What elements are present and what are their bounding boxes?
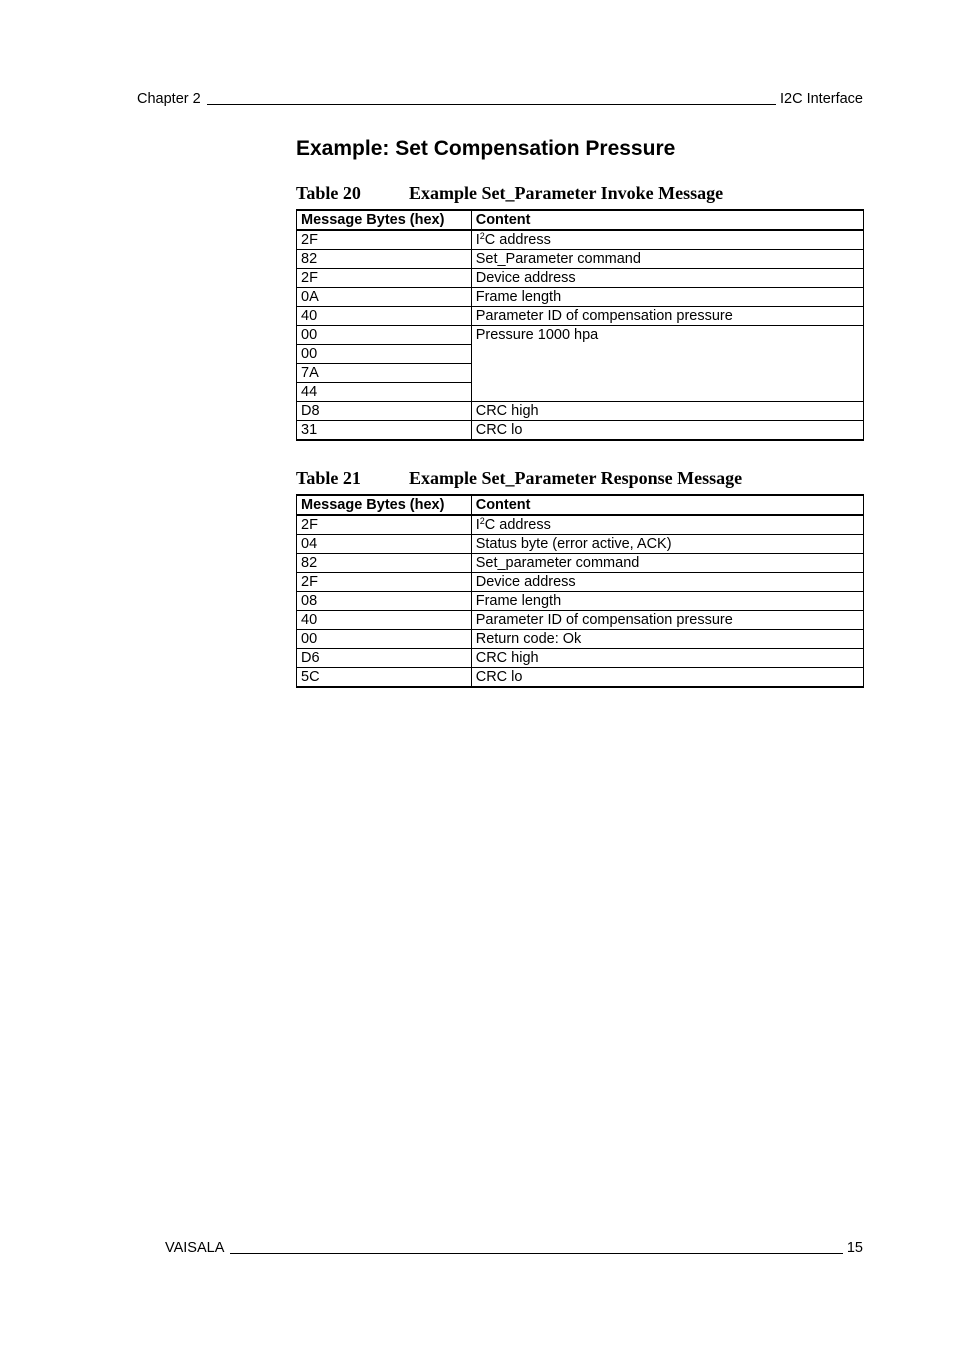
table-row [297, 230, 864, 250]
table-header-row [297, 495, 864, 515]
table-row [297, 269, 864, 288]
superscript: 2 [479, 231, 485, 241]
byte-cell: 44 [297, 383, 472, 402]
table-row [297, 535, 864, 554]
table-row [297, 649, 864, 668]
footer-brand: VAISALA [165, 1240, 225, 1256]
table20 [296, 209, 864, 441]
table-row [297, 250, 864, 269]
header-section: I2C Interface [779, 91, 863, 107]
byte-cell: 08 [297, 592, 472, 611]
content-cell: Frame length [471, 592, 863, 611]
byte-cell: 2F [297, 573, 472, 592]
column-header: Message Bytes (hex) [297, 495, 472, 515]
content-cell [471, 515, 863, 535]
byte-cell: 0A [297, 288, 472, 307]
content-cell: Device address [471, 269, 863, 288]
byte-cell: 2F [297, 230, 472, 250]
content-text: I [475, 517, 480, 533]
table-row [297, 402, 864, 421]
table21-caption [296, 467, 742, 489]
content-cell: Device address [471, 573, 863, 592]
running-footer [165, 1239, 863, 1257]
content-text: C address [484, 232, 551, 248]
byte-cell: 5C [297, 668, 472, 688]
byte-cell: 04 [297, 535, 472, 554]
byte-cell: 7A [297, 364, 472, 383]
column-header: Content [471, 210, 863, 230]
column-header: Message Bytes (hex) [297, 210, 472, 230]
table-row [297, 421, 864, 441]
content-cell [471, 230, 863, 250]
table21-title: Example Set_Parameter Response Message [409, 468, 743, 488]
byte-cell: 82 [297, 250, 472, 269]
content-cell: Parameter ID of compensation pressure [471, 307, 863, 326]
byte-cell: 00 [297, 326, 472, 345]
content-cell: CRC high [471, 402, 863, 421]
table20-number: Table 20 [296, 183, 361, 203]
table-row [297, 630, 864, 649]
table-row [297, 307, 864, 326]
byte-cell: 40 [297, 307, 472, 326]
byte-cell: 82 [297, 554, 472, 573]
byte-cell: D8 [297, 402, 472, 421]
content-cell: Pressure 1000 hpa [471, 326, 863, 402]
content-cell: Return code: Ok [471, 630, 863, 649]
content-text: C address [484, 517, 551, 533]
byte-cell: 2F [297, 515, 472, 535]
table-row [297, 668, 864, 688]
footer-rule [230, 1253, 842, 1254]
running-header [137, 90, 863, 108]
byte-cell: 2F [297, 269, 472, 288]
table20-caption [296, 182, 723, 204]
content-cell: Status byte (error active, ACK) [471, 535, 863, 554]
byte-cell: D6 [297, 649, 472, 668]
table21-number: Table 21 [296, 468, 361, 488]
content-text: I [475, 232, 480, 248]
content-cell: Set_parameter command [471, 554, 863, 573]
content-cell: Set_Parameter command [471, 250, 863, 269]
byte-cell: 31 [297, 421, 472, 441]
content-cell: CRC lo [471, 668, 863, 688]
byte-cell: 00 [297, 630, 472, 649]
page-number: 15 [846, 1240, 863, 1256]
content-cell: CRC high [471, 649, 863, 668]
table20-title: Example Set_Parameter Invoke Message [409, 183, 724, 203]
table-row [297, 288, 864, 307]
table21 [296, 494, 864, 688]
header-chapter: Chapter 2 [137, 91, 201, 107]
table-header-row [297, 210, 864, 230]
table-row [297, 515, 864, 535]
content-cell: Parameter ID of compensation pressure [471, 611, 863, 630]
content-cell: Frame length [471, 288, 863, 307]
superscript: 2 [479, 516, 485, 526]
byte-cell: 00 [297, 345, 472, 364]
byte-cell: 40 [297, 611, 472, 630]
content-cell: CRC lo [471, 421, 863, 441]
table-row [297, 611, 864, 630]
column-header: Content [471, 495, 863, 515]
table-row [297, 554, 864, 573]
table-row [297, 573, 864, 592]
header-rule [207, 104, 776, 105]
table-row [297, 326, 864, 345]
section-title: Example: Set Compensation Pressure [296, 137, 676, 160]
table-row [297, 592, 864, 611]
